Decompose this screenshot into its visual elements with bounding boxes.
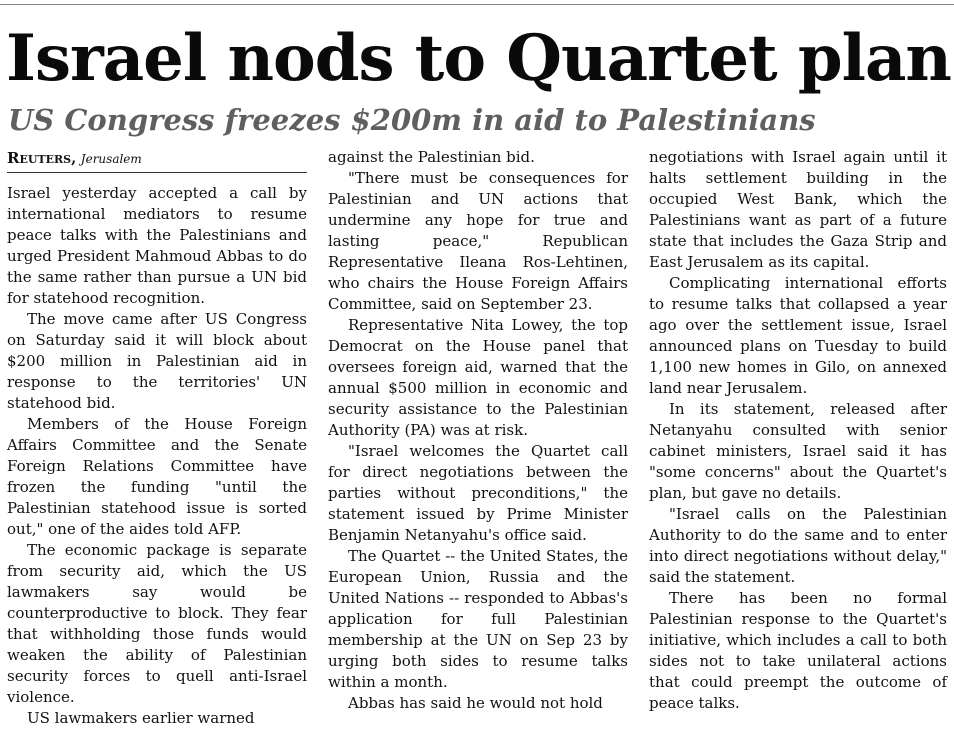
paragraph: Israel yesterday accepted a call by international mediators to resume peace talks with the Palestinians and urged President Mahmoud Abbas to do the same rather than pursue a UN bid for statehood recognition. [7,184,307,307]
article-column-3 [649,147,947,714]
paragraph: The move came after US Congress on Saturday said it will block about $200 million in Palestinian aid in response to the territories' UN statehood bid. [7,310,307,412]
byline-agency: Reuters, [7,149,77,167]
paragraph: The economic package is separate from security aid, which the US lawmakers say would be counterproductive to block. They fear that withholding those funds would weaken the ability of Palestinian security forces to quell anti-Israel violence. [7,541,307,706]
paragraph: The Quartet -- the United States, the European Union, Russia and the United Nations -- responded to Abbas's application for full Palestinian membership at the UN on Sep 23 by urging both sides to resume talks within a month. [328,547,628,691]
headline: Israel nods to Quartet plan [6,21,951,96]
byline [7,148,307,169]
paragraph: US lawmakers earlier warned [27,709,255,727]
paragraph: against the Palestinian bid. [328,148,535,166]
paragraph: Representative Nita Lowey, the top Democrat on the House panel that oversees foreign aid, warned that the annual $500 million in economic and security assistance to the Palestinian Authority (PA) was at risk. [328,316,628,439]
article-column-1 [7,183,307,729]
article-column-2 [328,147,628,714]
paragraph: Members of the House Foreign Affairs Committee and the Senate Foreign Relations Committee have frozen the funding "until the Palestinian statehood issue is sorted out," one of the aides told AFP. [7,415,307,538]
paragraph: There has been no formal Palestinian response to the Quartet's initiative, which includes a call to both sides not to take unilateral actions that could preempt the outcome of peace talks. [649,589,947,712]
paragraph: "There must be consequences for Palestinian and UN actions that undermine any hope for true and lasting peace," Republican Representative Ileana Ros-Lehtinen, who chairs the House Foreign Affairs Committee, said on September 23. [328,169,628,313]
byline-location: Jerusalem [80,152,142,166]
top-rule [0,4,954,5]
paragraph: negotiations with Israel again until it halts settlement building in the occupied West Bank, which the Palestinians want as part of a future state that includes the Gaza Strip and East Jerusalem as its capital. [649,148,947,271]
paragraph: Abbas has said he would not hold [348,694,603,712]
subheadline: US Congress freezes $200m in aid to Palestinians [8,103,816,137]
paragraph: "Israel calls on the Palestinian Authority to do the same and to enter into direct negotiations without delay," said the statement. [649,505,947,586]
paragraph: In its statement, released after Netanyahu consulted with senior cabinet ministers, Israel said it has "some concerns" about the Quartet's plan, but gave no details. [649,400,947,502]
byline-rule [7,172,307,173]
paragraph: "Israel welcomes the Quartet call for direct negotiations between the parties without preconditions," the statement issued by Prime Minister Benjamin Netanyahu's office said. [328,442,628,544]
paragraph: Complicating international efforts to resume talks that collapsed a year ago over the settlement issue, Israel announced plans on Tuesday to build 1,100 new homes in Gilo, on annexed land near Jerusalem. [649,274,947,397]
